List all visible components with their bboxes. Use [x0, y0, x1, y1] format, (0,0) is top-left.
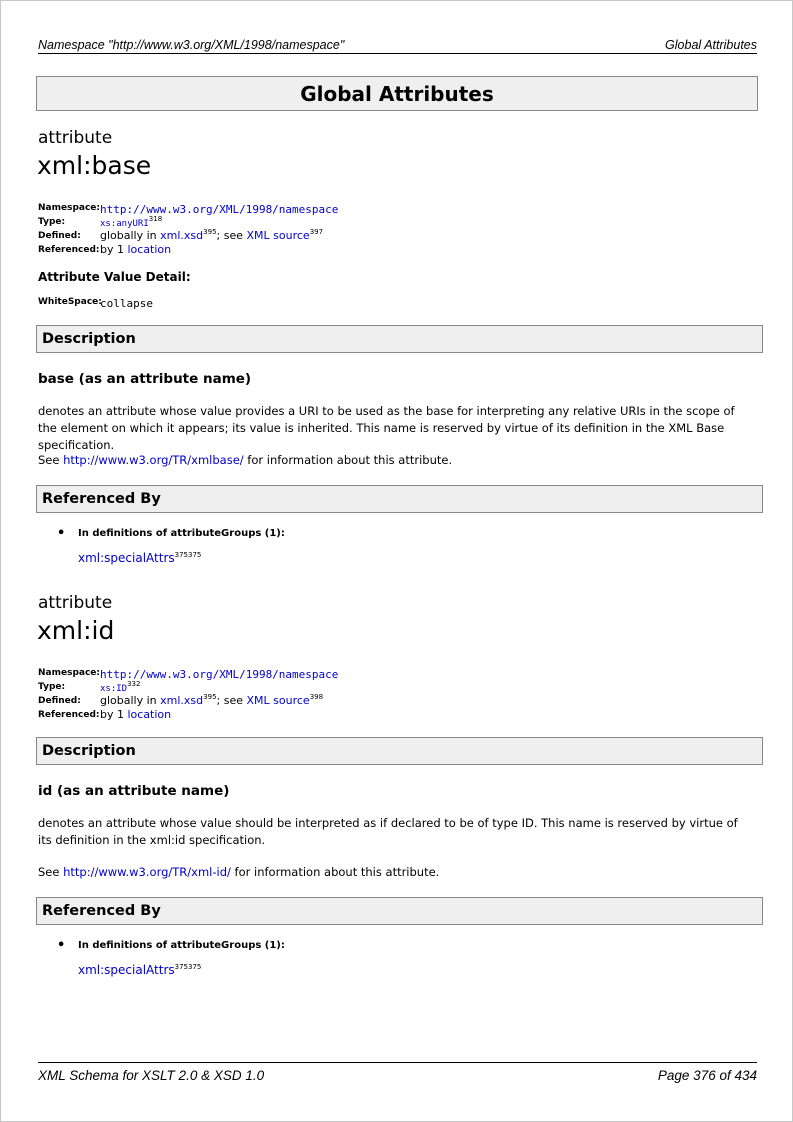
- defined-see: ; see: [216, 229, 247, 242]
- description-text: denotes an attribute whose value provides a URI to be used as the base for interpreting any relative URIs in the scope of the element on which it appears; its value is inherited. This name is reserved by virtue of its definition in the XML Base specification.: [38, 404, 735, 452]
- referenced-value: [100, 708, 171, 721]
- referenced-location-link[interactable]: location: [127, 243, 172, 256]
- footer-title: XML Schema for XSLT 2.0 & XSD 1.0: [38, 1068, 265, 1083]
- referenced-group-title: In definitions of attributeGroups (1):: [78, 528, 285, 539]
- defined-value: [100, 229, 323, 242]
- type-link[interactable]: xs:anyURI: [100, 219, 149, 229]
- page-number: Page 376 of 434: [657, 1068, 757, 1083]
- header-namespace: Namespace "http://www.w3.org/XML/1998/namespace": [38, 38, 345, 52]
- type-value: [100, 681, 140, 694]
- description-heading: Description: [36, 325, 763, 353]
- see-link[interactable]: http://www.w3.org/TR/xmlbase/: [63, 453, 244, 467]
- type-label: Type:: [38, 682, 66, 692]
- special-attrs-ref: 375375: [174, 551, 202, 559]
- namespace-label: Namespace:: [38, 668, 100, 678]
- defined-file-ref: 395: [203, 228, 217, 236]
- referenced-by-heading: Referenced By: [36, 897, 763, 925]
- attribute-kind: attribute: [38, 128, 113, 148]
- defined-label: Defined:: [38, 231, 81, 241]
- type-ref: 318: [148, 215, 163, 223]
- description-heading: Description: [36, 737, 763, 765]
- referenced-prefix: by 1: [100, 708, 128, 721]
- whitespace-value: collapse: [100, 297, 153, 310]
- type-value: [100, 216, 162, 229]
- defined-file-ref: 395: [203, 693, 217, 701]
- referenced-group-entry: [78, 551, 201, 565]
- see-line: [38, 864, 750, 881]
- see-prefix: See: [38, 453, 64, 467]
- type-ref: 332: [127, 680, 141, 688]
- defined-prefix: globally in: [100, 229, 161, 242]
- namespace-link[interactable]: http://www.w3.org/XML/1998/namespace: [100, 203, 339, 216]
- defined-value: [100, 694, 323, 707]
- defined-prefix: globally in: [100, 694, 161, 707]
- special-attrs-ref: 375375: [174, 963, 202, 971]
- attribute-name: xml:base: [37, 151, 152, 180]
- running-footer: [38, 1062, 757, 1083]
- attribute-name: xml:id: [37, 616, 115, 645]
- description-subtitle: id (as an attribute name): [38, 783, 230, 799]
- see-suffix: for information about this attribute.: [243, 453, 453, 467]
- defined-source-link[interactable]: XML source: [246, 694, 310, 707]
- namespace-link[interactable]: http://www.w3.org/XML/1998/namespace: [100, 668, 339, 681]
- referenced-label: Referenced:: [38, 245, 100, 255]
- description-subtitle: base (as an attribute name): [38, 371, 252, 387]
- header-section: Global Attributes: [665, 38, 757, 52]
- namespace-label: Namespace:: [38, 203, 100, 213]
- referenced-by-heading: Referenced By: [36, 485, 763, 513]
- special-attrs-link[interactable]: xml:specialAttrs: [78, 963, 175, 977]
- defined-source-link[interactable]: XML source: [246, 229, 310, 242]
- special-attrs-link[interactable]: xml:specialAttrs: [78, 551, 175, 565]
- see-line: [38, 452, 750, 469]
- defined-source-ref: 397: [309, 228, 324, 236]
- defined-source-ref: 398: [309, 693, 324, 701]
- type-label: Type:: [38, 217, 66, 227]
- see-prefix: See: [38, 865, 64, 879]
- whitespace-label: WhiteSpace:: [38, 297, 102, 307]
- defined-file-link[interactable]: xml.xsd: [160, 229, 204, 242]
- defined-file-link[interactable]: xml.xsd: [160, 694, 204, 707]
- page-title: Global Attributes: [36, 76, 758, 111]
- type-link[interactable]: xs:ID: [100, 684, 128, 694]
- referenced-value: [100, 243, 171, 256]
- see-link[interactable]: http://www.w3.org/TR/xml-id/: [63, 865, 231, 879]
- referenced-location-link[interactable]: location: [127, 708, 172, 721]
- referenced-prefix: by 1: [100, 243, 128, 256]
- defined-see: ; see: [216, 694, 247, 707]
- referenced-group-title: In definitions of attributeGroups (1):: [78, 940, 285, 951]
- value-detail-title: Attribute Value Detail:: [38, 270, 191, 284]
- description-text: denotes an attribute whose value should be interpreted as if declared to be of type ID. This name is reserved by virtue of its definition in the xml:id specification.: [38, 816, 738, 847]
- attribute-kind: attribute: [38, 593, 113, 613]
- bullet-dot: •: [57, 526, 66, 541]
- referenced-group-entry: [78, 963, 201, 977]
- running-header: [38, 38, 757, 54]
- bullet-dot: •: [57, 938, 66, 953]
- see-suffix: for information about this attribute.: [230, 865, 440, 879]
- referenced-label: Referenced:: [38, 710, 100, 720]
- defined-label: Defined:: [38, 696, 81, 706]
